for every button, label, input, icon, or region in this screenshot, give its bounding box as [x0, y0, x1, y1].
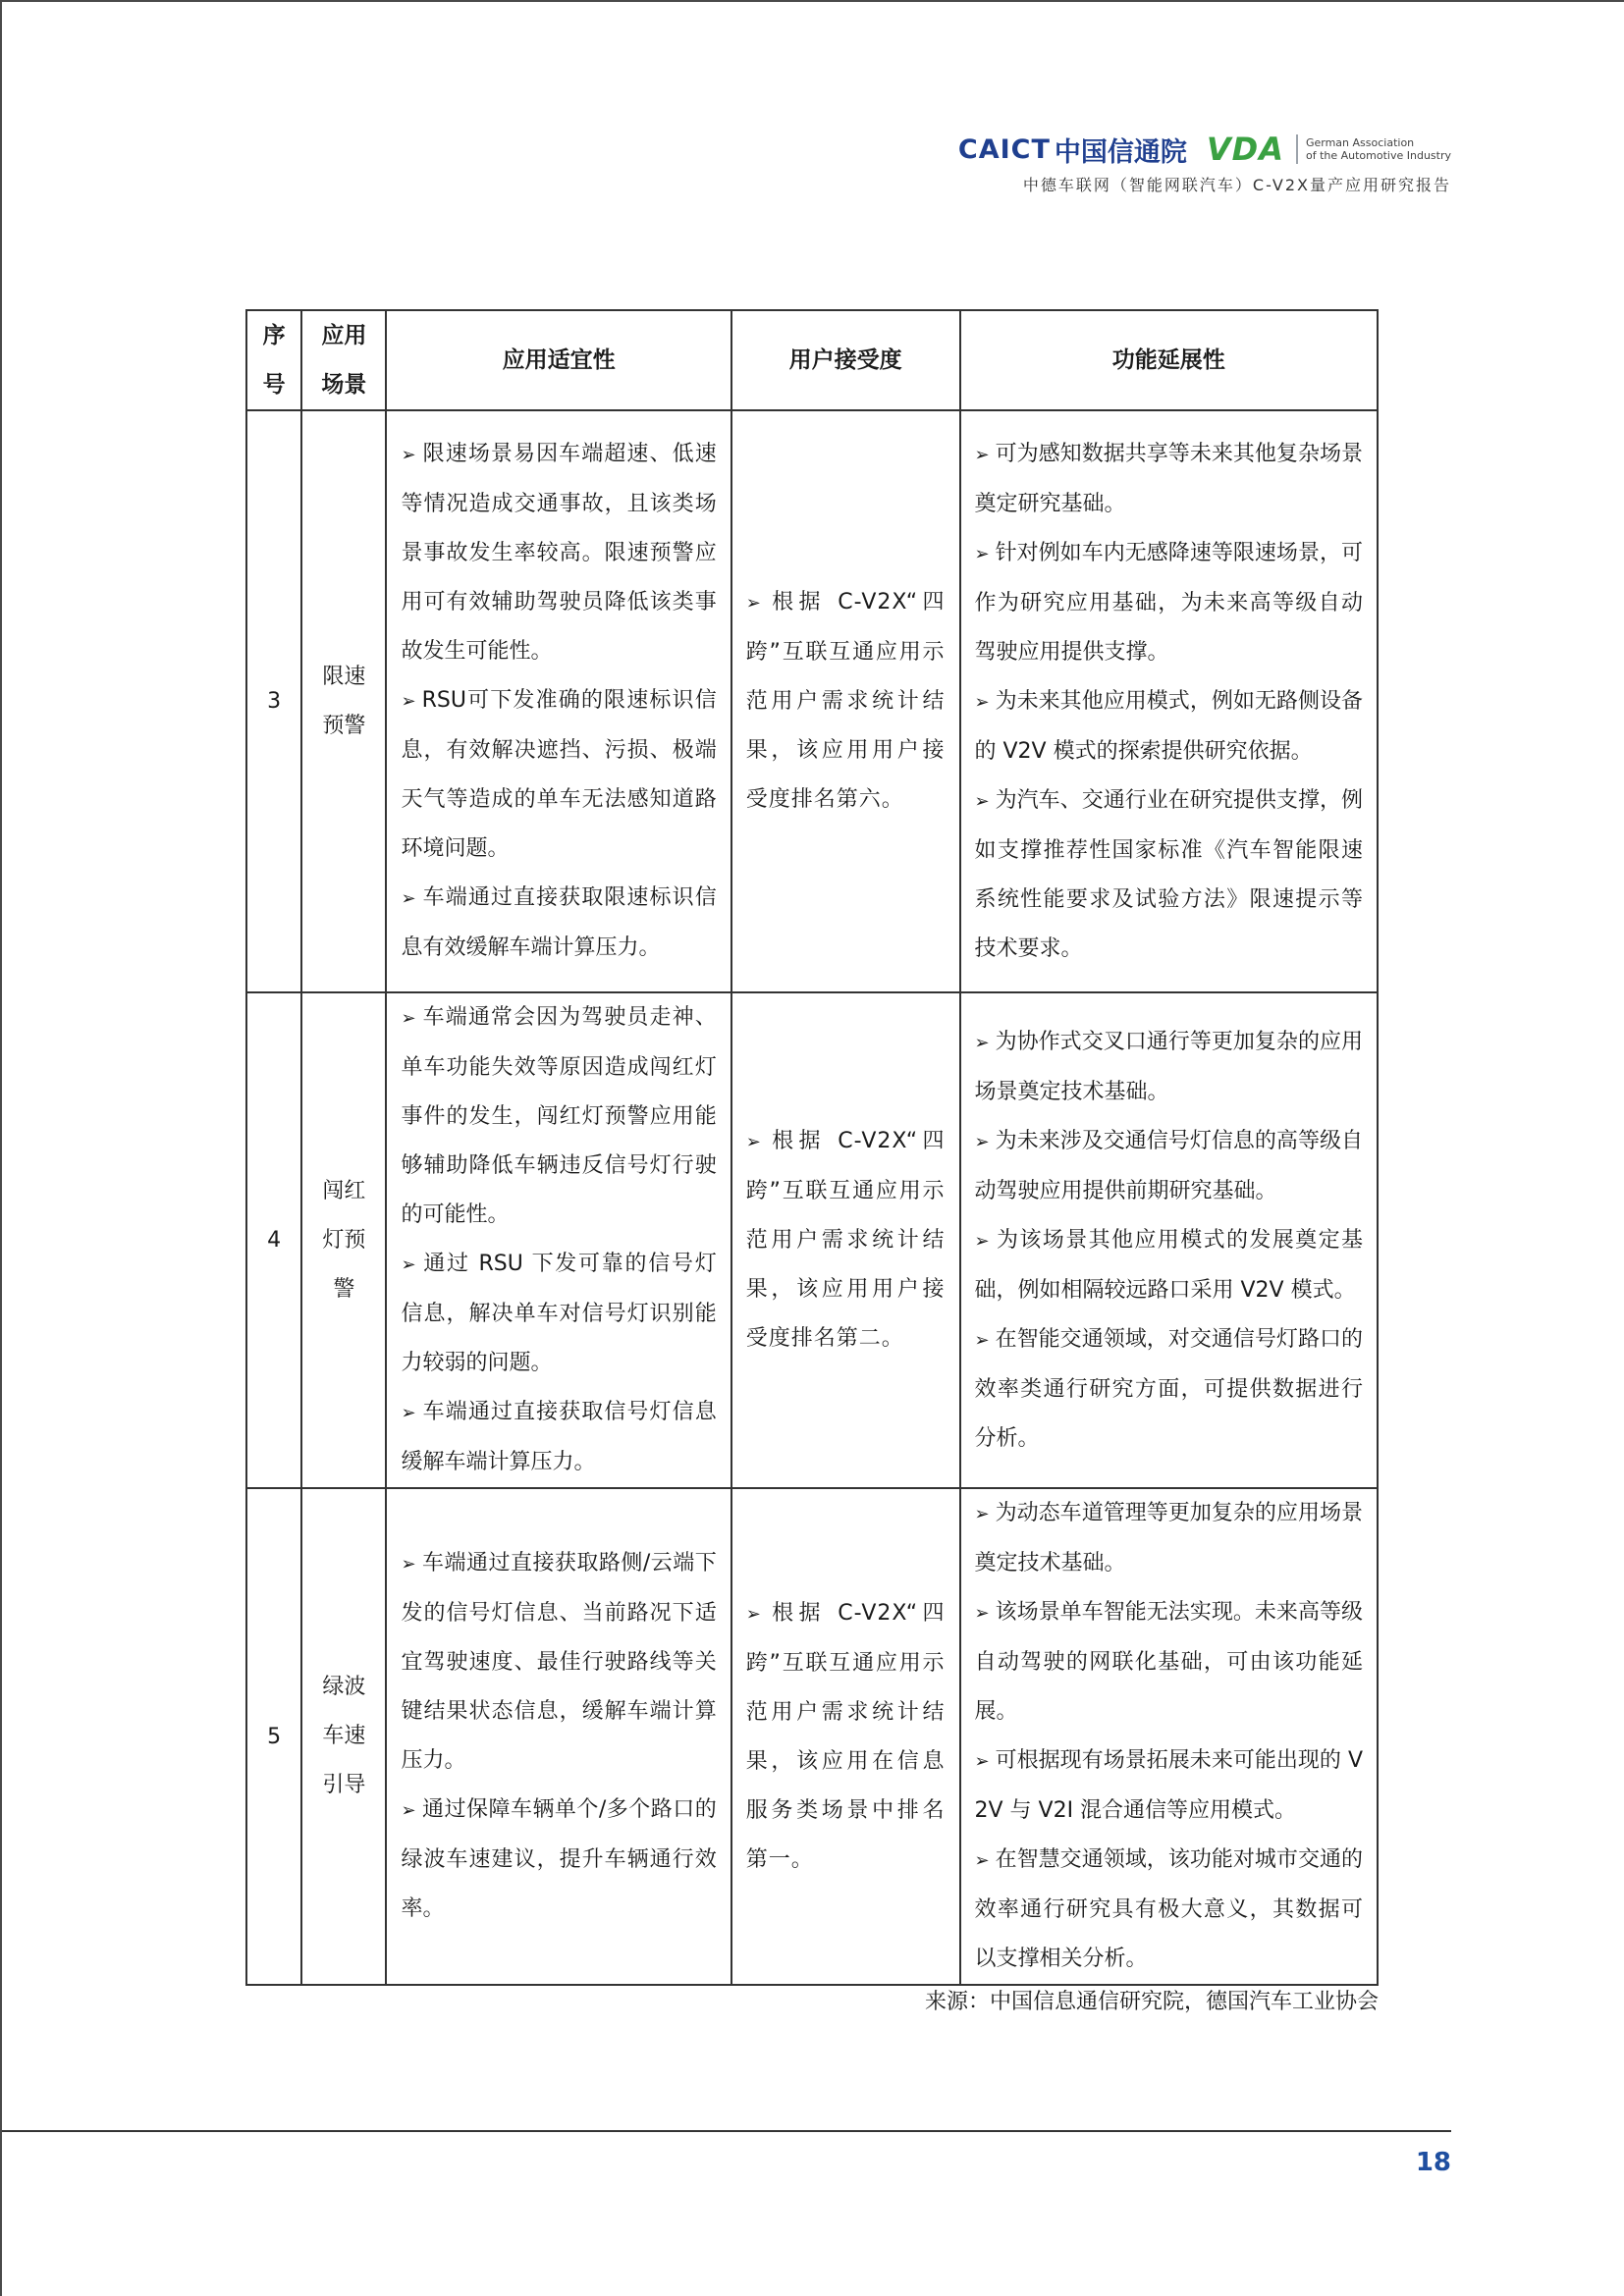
arrow-bullet-icon: ➢ — [745, 1132, 762, 1152]
header-idx: 序号 — [246, 310, 301, 410]
bullet-text: 可根据现有场景拓展未来可能出现的 V2V 与 V2I 混合通信等应用模式。 — [974, 1748, 1363, 1823]
bullet-item — [746, 1117, 946, 1363]
bullet-text: 车端通过直接获取限速标识信息有效缓解车端计算压力。 — [401, 885, 717, 960]
suitability-cell — [386, 992, 731, 1488]
bullet-item — [746, 578, 946, 825]
bullet-text: 通过保障车辆单个/多个路口的绿波车速建议，提升车辆通行效率。 — [401, 1797, 717, 1921]
bullet-text: 在智能交通领域，对交通信号灯路口的效率类通行研究方面，可提供数据进行分析。 — [974, 1326, 1363, 1451]
bullet-item — [401, 993, 716, 1240]
arrow-bullet-icon: ➢ — [745, 593, 762, 614]
arrow-bullet-icon: ➢ — [974, 1230, 990, 1252]
bullet-text: 在智慧交通领域，该功能对城市交通的效率通行研究具有极大意义，其数据可以支撑相关分析。 — [974, 1847, 1363, 1971]
scene-label: 限速预警 — [322, 664, 366, 738]
acceptance-cell — [731, 410, 960, 992]
bullet-text: 车端通过直接获取信号灯信息缓解车端计算压力。 — [401, 1400, 717, 1474]
bullet-text: 根据 C-V2X“四跨”互联互通应用示范用户需求统计结果，该应用用户接受度排名第二。 — [745, 1129, 946, 1351]
arrow-bullet-icon: ➢ — [401, 445, 416, 465]
arrow-bullet-icon: ➢ — [974, 1504, 990, 1524]
caict-chinese-name: 中国信通院 — [1054, 136, 1187, 168]
cell-text — [387, 1539, 730, 1934]
arrow-bullet-icon: ➢ — [974, 1603, 990, 1624]
bullet-item — [401, 1240, 716, 1388]
arrow-bullet-icon: ➢ — [974, 1329, 990, 1351]
bullet-item — [975, 430, 1364, 529]
suitability-cell — [386, 1488, 731, 1985]
bullet-text: 为协作式交叉口通行等更加复杂的应用场景奠定技术基础。 — [974, 1029, 1363, 1104]
bullet-item — [975, 529, 1364, 677]
extensibility-cell — [960, 992, 1379, 1488]
cell-text — [387, 993, 730, 1487]
bullet-text: 为汽车、交通行业在研究提供支撑，例如支撑推荐性国家标准《汽车智能限速系统性能要求及试验方法》限速提示等技术要求。 — [974, 787, 1363, 961]
arrow-bullet-icon: ➢ — [974, 691, 990, 713]
arrow-bullet-icon: ➢ — [401, 1403, 416, 1423]
page-header — [823, 130, 1451, 198]
row-scene — [301, 992, 386, 1488]
header-extensibility: 功能延展性 — [960, 310, 1379, 410]
bullet-item — [975, 1018, 1364, 1117]
table-source: 来源：中国信息通信研究院，德国汽车工业协会 — [924, 1990, 1379, 2014]
arrow-bullet-icon: ➢ — [974, 1032, 990, 1053]
vda-logo: VDA — [1206, 131, 1284, 168]
row-scene — [301, 410, 386, 992]
arrow-bullet-icon: ➢ — [401, 1800, 416, 1821]
arrow-bullet-icon: ➢ — [974, 790, 990, 812]
bullet-item — [975, 1489, 1364, 1588]
bullet-text: 车端通过直接获取路侧/云端下发的信号灯信息、当前路况下适宜驾驶速度、最佳行驶路线等关键结果状态信息，缓解车端计算压力。 — [401, 1551, 717, 1773]
scene-label: 闯红灯预警 — [322, 1178, 366, 1302]
cell-text — [387, 430, 730, 973]
bullet-text: 根据 C-V2X“四跨”互联互通应用示范用户需求统计结果，该应用用户接受度排名第六。 — [745, 590, 946, 812]
vda-description-line-1: German Association — [1305, 136, 1415, 149]
bullet-item — [975, 1588, 1364, 1736]
cell-text — [961, 430, 1378, 974]
arrow-bullet-icon: ➢ — [401, 1008, 416, 1029]
extensibility-cell — [960, 410, 1379, 992]
header-scene: 应用场景 — [301, 310, 386, 410]
vda-description-line-2: of the Automotive Industry — [1305, 149, 1451, 162]
report-subtitle: 中德车联网（智能网联汽车）C-V2X量产应用研究报告 — [1022, 176, 1451, 194]
bullet-item — [975, 1117, 1364, 1216]
cell-text — [961, 1489, 1378, 1984]
application-scenario-table — [245, 309, 1379, 1986]
cell-text — [961, 1018, 1378, 1464]
logo-divider — [1296, 134, 1298, 164]
bullet-item — [401, 874, 716, 973]
bullet-text: 为未来其他应用模式，例如无路侧设备的 V2V 模式的探索提供研究依据。 — [974, 688, 1363, 764]
bullet-item — [975, 677, 1364, 776]
bullet-text: 可为感知数据共享等未来其他复杂场景奠定研究基础。 — [974, 441, 1363, 516]
logo-row — [958, 130, 1451, 169]
cell-text — [732, 1589, 959, 1885]
bullet-text: 根据 C-V2X“四跨”互联互通应用示范用户需求统计结果，该应用在信息服务类场景中排名第一。 — [745, 1600, 946, 1872]
acceptance-cell — [731, 992, 960, 1488]
bullet-item — [975, 1315, 1364, 1464]
bullet-text: 该场景单车智能无法实现。未来高等级自动驾驶的网联化基础，可由该功能延展。 — [974, 1600, 1363, 1724]
arrow-bullet-icon: ➢ — [401, 888, 416, 909]
bullet-item — [975, 1216, 1364, 1315]
arrow-bullet-icon: ➢ — [401, 1554, 416, 1575]
bullet-text: 通过 RSU 下发可靠的信号灯信息，解决单车对信号灯识别能力较弱的问题。 — [401, 1252, 717, 1375]
suitability-cell — [386, 410, 731, 992]
bullet-item — [401, 1786, 716, 1934]
row-index: 4 — [246, 992, 301, 1488]
arrow-bullet-icon: ➢ — [401, 691, 416, 712]
arrow-bullet-icon: ➢ — [974, 444, 990, 465]
caict-logo: CAICT — [957, 133, 1051, 165]
bullet-item — [975, 1836, 1364, 1984]
bullet-item — [975, 776, 1364, 974]
scene-label: 绿波车速引导 — [322, 1675, 366, 1797]
footer-divider — [2, 2130, 1451, 2132]
bullet-text: 限速场景易因车端超速、低速等情况造成交通事故，且该类场景事故发生率较高。限速预警应用可有效辅助驾驶员降低该类事故发生可能性。 — [401, 442, 717, 664]
bullet-item — [746, 1589, 946, 1885]
table-row — [246, 410, 1378, 992]
bullet-text: 为动态车道管理等更加复杂的应用场景奠定技术基础。 — [974, 1501, 1363, 1575]
bullet-item — [401, 1539, 716, 1786]
arrow-bullet-icon: ➢ — [974, 1751, 990, 1772]
table-header-row — [246, 310, 1378, 410]
header-suitability: 应用适宜性 — [386, 310, 731, 410]
bullet-text: 为未来涉及交通信号灯信息的高等级自动驾驶应用提供前期研究基础。 — [974, 1128, 1363, 1203]
bullet-text: 为该场景其他应用模式的发展奠定基础，例如相隔较远路口采用 V2V 模式。 — [974, 1227, 1363, 1303]
table-row — [246, 1488, 1378, 1985]
header-acceptance: 用户接受度 — [731, 310, 960, 410]
arrow-bullet-icon: ➢ — [974, 1850, 990, 1871]
arrow-bullet-icon: ➢ — [974, 543, 990, 564]
cell-text — [732, 1117, 959, 1363]
arrow-bullet-icon: ➢ — [745, 1603, 762, 1625]
bullet-text: 车端通常会因为驾驶员走神、单车功能失效等原因造成闯红灯事件的发生，闯红灯预警应用能够辅助降低车辆违反信号灯行驶的可能性。 — [401, 1005, 717, 1227]
arrow-bullet-icon: ➢ — [974, 1131, 990, 1152]
page-number: 18 — [1415, 2148, 1451, 2177]
bullet-item — [401, 1388, 716, 1487]
extensibility-cell — [960, 1488, 1379, 1985]
vda-description — [1306, 136, 1451, 162]
row-index: 5 — [246, 1488, 301, 1985]
bullet-text: RSU可下发准确的限速标识信息，有效解决遮挡、污损、极端天气等造成的单车无法感知道路环境问题。 — [401, 688, 717, 861]
cell-text — [732, 578, 959, 825]
arrow-bullet-icon: ➢ — [401, 1255, 416, 1275]
bullet-text: 针对例如车内无感降速等限速场景，可作为研究应用基础，为未来高等级自动驾驶应用提供支撑。 — [974, 540, 1363, 665]
bullet-item — [975, 1736, 1364, 1836]
table-row — [246, 992, 1378, 1488]
row-index: 3 — [246, 410, 301, 992]
acceptance-cell — [731, 1488, 960, 1985]
row-scene — [301, 1488, 386, 1985]
bullet-item — [401, 430, 716, 676]
bullet-item — [401, 676, 716, 874]
